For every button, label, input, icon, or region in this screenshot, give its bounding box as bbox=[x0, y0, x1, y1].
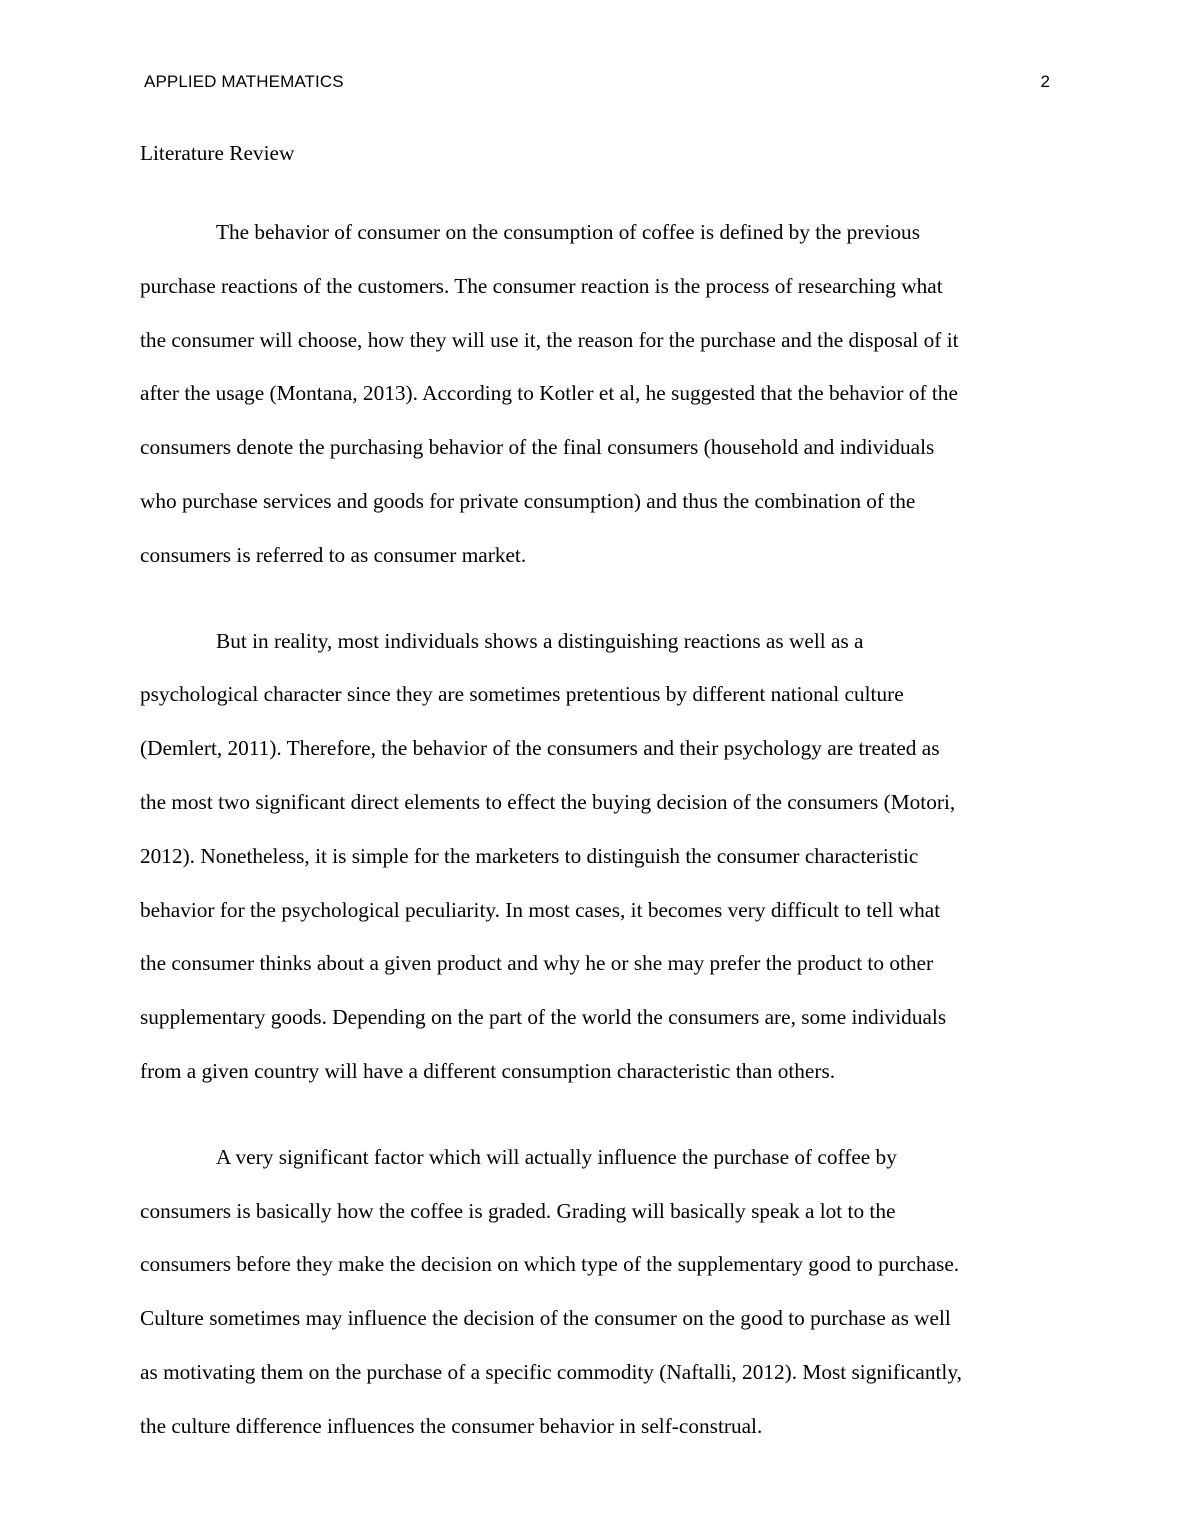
paragraph-line: consumers before they make the decision on which type of the supplementary good to purchase. bbox=[140, 1252, 960, 1277]
paragraph-line: supplementary goods. Depending on the part of the world the consumers are, some individuals bbox=[140, 1005, 947, 1030]
paragraph-line: psychological character since they are sometimes pretentious by different national culture bbox=[140, 682, 904, 707]
paragraph-line: (Demlert, 2011). Therefore, the behavior of the consumers and their psychology are treated as bbox=[140, 736, 940, 761]
paragraph-line: consumers denote the purchasing behavior of the final consumers (household and individuals bbox=[140, 435, 935, 460]
paragraph-line: purchase reactions of the customers. The consumer reaction is the process of researching what bbox=[140, 273, 943, 298]
paragraph-line: 2012). Nonetheless, it is simple for the marketers to distinguish the consumer characteristic bbox=[140, 843, 919, 868]
paragraph-line: after the usage (Montana, 2013). According to Kotler et al, he suggested that the behavior of the bbox=[140, 381, 958, 406]
paragraph-line: the consumer will choose, how they will use it, the reason for the purchase and the disposal of it bbox=[140, 327, 959, 352]
paragraph-line: the consumer thinks about a given product and why he or she may prefer the product to other bbox=[140, 951, 934, 976]
section-title: Literature Review bbox=[140, 141, 295, 165]
paragraph-line: from a given country will have a different consumption characteristic than others. bbox=[140, 1058, 836, 1083]
paragraph-2 bbox=[140, 615, 1052, 1099]
running-head: APPLIED MATHEMATICS bbox=[144, 72, 344, 91]
paragraph-line: But in reality, most individuals shows a distinguishing reactions as well as a bbox=[216, 628, 864, 653]
paragraph-line: A very significant factor which will actually influence the purchase of coffee by bbox=[216, 1144, 897, 1169]
paragraph-line: Culture sometimes may influence the decision of the consumer on the good to purchase as well bbox=[140, 1306, 951, 1331]
paragraph-3 bbox=[140, 1131, 1052, 1454]
paragraph-line: the most two significant direct elements to effect the buying decision of the consumers (Motori, bbox=[140, 789, 956, 814]
paragraph-line: the culture difference influences the consumer behavior in self-construal. bbox=[140, 1413, 763, 1438]
paragraph-line: who purchase services and goods for private consumption) and thus the combination of the bbox=[140, 488, 916, 513]
paragraph-line: The behavior of consumer on the consumption of coffee is defined by the previous bbox=[216, 220, 920, 244]
paragraph-line: behavior for the psychological peculiarity. In most cases, it becomes very difficult to tell what bbox=[140, 897, 941, 922]
page-number: 2 bbox=[1040, 72, 1050, 91]
paragraph-line: as motivating them on the purchase of a specific commodity (Naftalli, 2012). Most significantly, bbox=[140, 1359, 962, 1384]
document-body bbox=[140, 135, 1052, 1454]
paragraph-line: consumers is referred to as consumer market. bbox=[140, 542, 527, 567]
paragraph-1 bbox=[140, 206, 1052, 583]
paragraph-line: consumers is basically how the coffee is graded. Grading will basically speak a lot to the bbox=[140, 1198, 896, 1223]
